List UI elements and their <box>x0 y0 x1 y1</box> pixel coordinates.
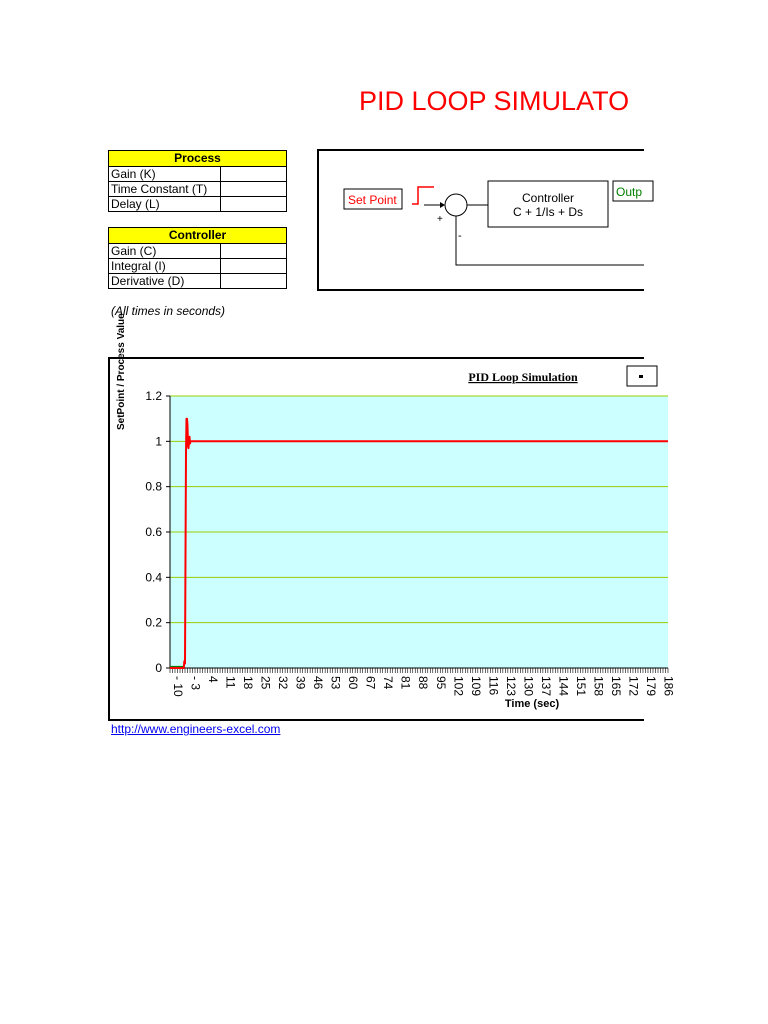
set-point-label: Set Point <box>348 193 397 207</box>
x-axis-label: Time (sec) <box>504 698 560 710</box>
y-tick-label: 0.2 <box>145 615 162 630</box>
process-gain-value[interactable] <box>221 167 287 182</box>
x-tick-label: 95 <box>433 676 448 690</box>
chart-container <box>108 357 676 721</box>
x-tick-label: 165 <box>608 676 623 697</box>
x-tick-label: 81 <box>398 676 413 690</box>
controller-formula: C + 1/Is + Ds <box>512 205 584 219</box>
controller-header: Controller <box>109 228 287 244</box>
x-tick-label: 179 <box>643 676 658 697</box>
process-time-constant-label: Time Constant (T) <box>109 182 221 197</box>
x-tick-label: 39 <box>293 676 308 690</box>
y-tick-label: 0 <box>155 661 162 675</box>
plus-sign: + <box>437 214 443 225</box>
x-tick-label: 25 <box>258 676 273 690</box>
x-tick-label: 88 <box>416 676 431 690</box>
controller-table <box>108 227 287 289</box>
controller-gain-label: Gain (C) <box>109 244 221 259</box>
times-note: (All times in seconds) <box>111 304 226 318</box>
controller-integral-value[interactable] <box>221 259 287 274</box>
controller-derivative-value[interactable] <box>221 274 287 289</box>
y-tick-label: 0.8 <box>145 479 162 494</box>
y-axis-label: SetPoint / Process Value <box>116 313 127 430</box>
x-tick-label: 32 <box>276 676 291 690</box>
x-tick-label: 11 <box>223 676 238 689</box>
block-diagram <box>317 149 644 291</box>
legend-marker-icon <box>639 375 643 378</box>
x-tick-label: 158 <box>591 676 606 697</box>
input-arrowhead-icon <box>440 202 445 208</box>
controller-gain-value[interactable] <box>221 244 287 259</box>
process-header: Process <box>109 151 287 167</box>
y-tick-label: 0.4 <box>145 570 162 585</box>
controller-integral-label: Integral (I) <box>109 259 221 274</box>
x-tick-label: 67 <box>363 676 378 690</box>
chart-svg <box>108 357 676 721</box>
x-tick-label: 60 <box>346 676 361 690</box>
process-gain-label: Gain (K) <box>109 167 221 182</box>
summing-junction <box>445 194 467 216</box>
x-tick-label: 18 <box>241 676 256 690</box>
x-tick-label: - 3 <box>188 676 203 691</box>
x-tick-label: 53 <box>328 676 343 690</box>
minus-sign: - <box>458 230 462 242</box>
x-tick-label: 172 <box>626 676 641 697</box>
x-tick-label: 109 <box>468 676 483 697</box>
output-label: Outp <box>616 185 643 199</box>
y-tick-label: 0.6 <box>145 525 162 539</box>
website-link[interactable]: http://www.engineers-excel.com <box>111 722 281 736</box>
x-tick-label: 186 <box>661 676 676 697</box>
y-tick-label: 1.2 <box>145 389 162 403</box>
x-tick-label: 130 <box>521 676 536 697</box>
x-tick-label: 151 <box>573 676 588 697</box>
process-time-constant-value[interactable] <box>221 182 287 197</box>
x-tick-label: 137 <box>538 676 553 697</box>
controller-title: Controller <box>521 191 575 205</box>
x-tick-label: 123 <box>503 676 518 697</box>
process-table <box>108 150 287 212</box>
x-tick-label: - 10 <box>171 676 185 697</box>
y-tick-label: 1 <box>155 434 162 449</box>
x-tick-label: 46 <box>311 676 326 690</box>
x-tick-label: 4 <box>206 676 221 683</box>
page-title: PID LOOP SIMULATO <box>359 86 630 116</box>
controller-derivative-label: Derivative (D) <box>109 274 221 289</box>
x-tick-label: 74 <box>381 676 396 690</box>
process-delay-value[interactable] <box>221 197 287 212</box>
x-tick-label: 116 <box>486 676 501 696</box>
step-input-icon <box>412 187 434 204</box>
chart-title: PID Loop Simulation <box>468 370 578 384</box>
process-delay-label: Delay (L) <box>109 197 221 212</box>
x-tick-label: 144 <box>556 676 571 697</box>
x-tick-label: 102 <box>451 676 466 697</box>
